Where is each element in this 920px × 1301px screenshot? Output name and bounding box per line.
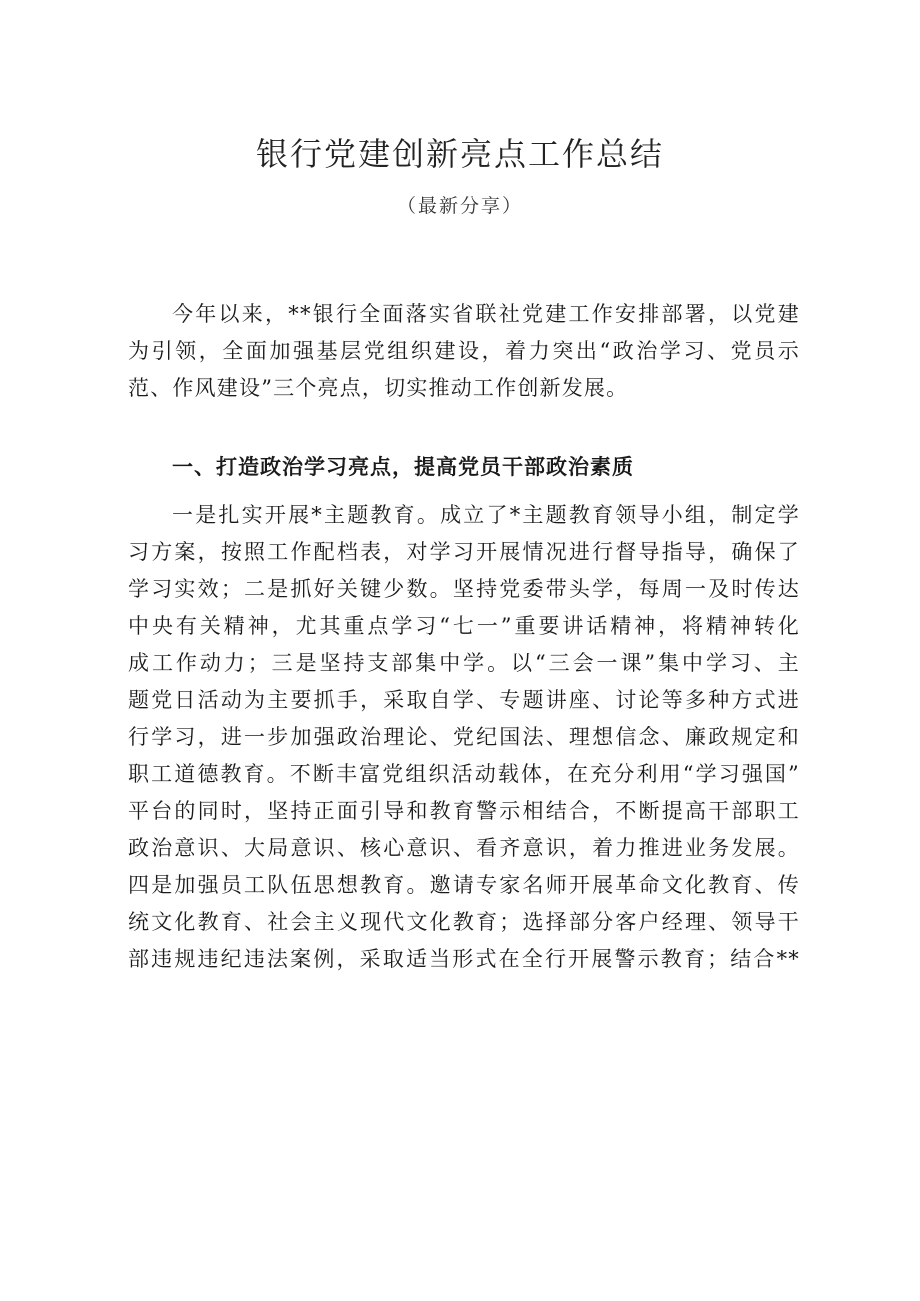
paragraph-line: 四是加强员工队伍思想教育。邀请专家名师开展革命文化教育、传 [128,873,800,897]
paragraph-line: 行学习，进一步加强政治理论、党纪国法、理想信念、廉政规定和 [128,725,800,749]
paragraph-line: 政治意识、大局意识、核心意识、看齐意识，着力推进业务发展。 [128,836,800,860]
paragraph-line: 统文化教育、社会主义现代文化教育；选择部分客户经理、领导干 [128,910,800,934]
intro-paragraph [128,296,800,407]
intro-line: 范、作风建设”三个亮点，切实推动工作创新发展。 [128,376,629,400]
section1-paragraph [128,497,800,978]
document-title: 银行党建创新亮点工作总结 [255,135,664,173]
paragraph-line: 成工作动力；三是坚持支部集中学。以“三会一课”集中学习、主 [128,651,800,675]
paragraph-line: 职工道德教育。不断丰富党组织活动载体，在充分利用“学习强国” [128,762,800,786]
paragraph-line: 学习实效；二是抓好关键少数。坚持党委带头学，每周一及时传达 [128,577,800,601]
paragraph-line: 一是扎实开展*主题教育。成立了*主题教育领导小组，制定学 [172,503,800,527]
paragraph-line: 题党日活动为主要抓手，采取自学、专题讲座、讨论等多种方式进 [128,688,800,712]
section-heading: 一、打造政治学习亮点，提高党员干部政治素质 [172,455,634,479]
intro-line: 为引领，全面加强基层党组织建设，着力突出“政治学习、党员示 [128,339,800,363]
document-subtitle: （最新分享） [396,195,523,217]
paragraph-line: 平台的同时，坚持正面引导和教育警示相结合，不断提高干部职工 [128,799,800,823]
paragraph-line: 部违规违纪违法案例，采取适当形式在全行开展警示教育；结合** [128,947,800,971]
paragraph-line: 习方案，按照工作配档表，对学习开展情况进行督导指导，确保了 [128,540,800,564]
intro-line: 今年以来，**银行全面落实省联社党建工作安排部署，以党建 [172,302,800,326]
paragraph-line: 中央有关精神，尤其重点学习“七一”重要讲话精神，将精神转化 [128,614,800,638]
